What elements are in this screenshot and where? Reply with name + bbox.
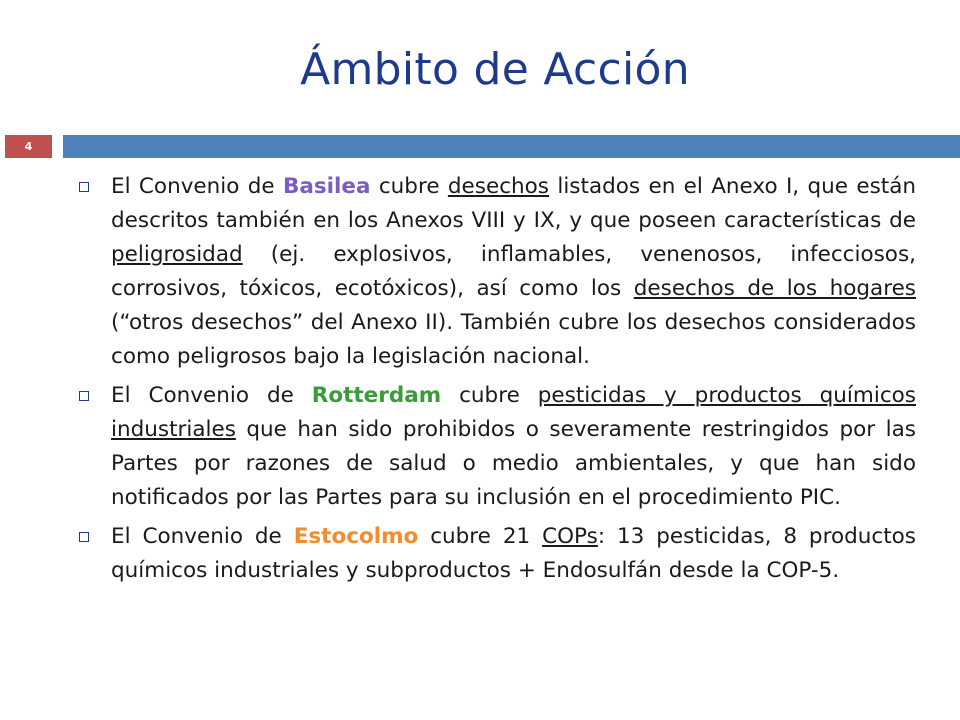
text-segment: cubre — [441, 383, 538, 408]
bullet-text — [111, 520, 916, 588]
square-bullet-icon — [79, 391, 89, 401]
bullet-list — [78, 170, 916, 593]
slide-number-badge: 4 — [5, 135, 52, 158]
text-segment: (“otros desechos” del Anexo II). También cubre los desechos considerados como peligrosos bajo la legislación nacional. — [111, 310, 916, 369]
text-segment: (ej. explosivos, inflamables, venenosos, infecciosos, corrosivos, tóxicos, ecotóxicos), así como los — [111, 242, 916, 301]
text-segment: cubre 21 — [418, 524, 543, 549]
bullet-estocolmo — [78, 520, 916, 588]
text-segment: que han sido prohibidos o severamente restringidos por las Partes por razones de salud o medio ambientales, y que han sido notificados por las Partes para su inclusión en el procedimiento PIC. — [111, 417, 916, 510]
text-segment: El Convenio de — [111, 383, 312, 408]
underlined-term: desechos de los hogares — [633, 276, 917, 301]
underlined-term: peligrosidad — [111, 242, 243, 267]
bullet-text — [111, 379, 916, 515]
square-bullet-icon — [79, 182, 89, 192]
bullet-rotterdam — [78, 379, 916, 515]
bullet-text — [111, 170, 916, 374]
header-rule — [63, 135, 960, 158]
text-segment: cubre — [370, 174, 448, 199]
convention-name-basilea: Basilea — [282, 174, 371, 199]
square-bullet-icon — [79, 532, 89, 542]
underlined-term: pesticidas y productos químicos industriales — [111, 383, 917, 442]
text-segment: : 13 pesticidas, 8 productos químicos industriales y subproductos + Endosulfán desde la COP-5. — [111, 524, 916, 583]
bullet-basilea — [78, 170, 916, 374]
convention-name-estocolmo: Estocolmo — [293, 524, 419, 549]
underlined-term: COPs — [542, 524, 598, 549]
text-segment: listados en el Anexo I, que están descritos también en los Anexos VIII y IX, y que poseen características de — [111, 174, 917, 233]
underlined-term: desechos — [447, 174, 550, 199]
text-segment: El Convenio de — [111, 524, 294, 549]
slide-title: Ámbito de Acción — [300, 44, 690, 95]
text-segment: El Convenio de — [111, 174, 283, 199]
convention-name-rotterdam: Rotterdam — [311, 383, 442, 408]
